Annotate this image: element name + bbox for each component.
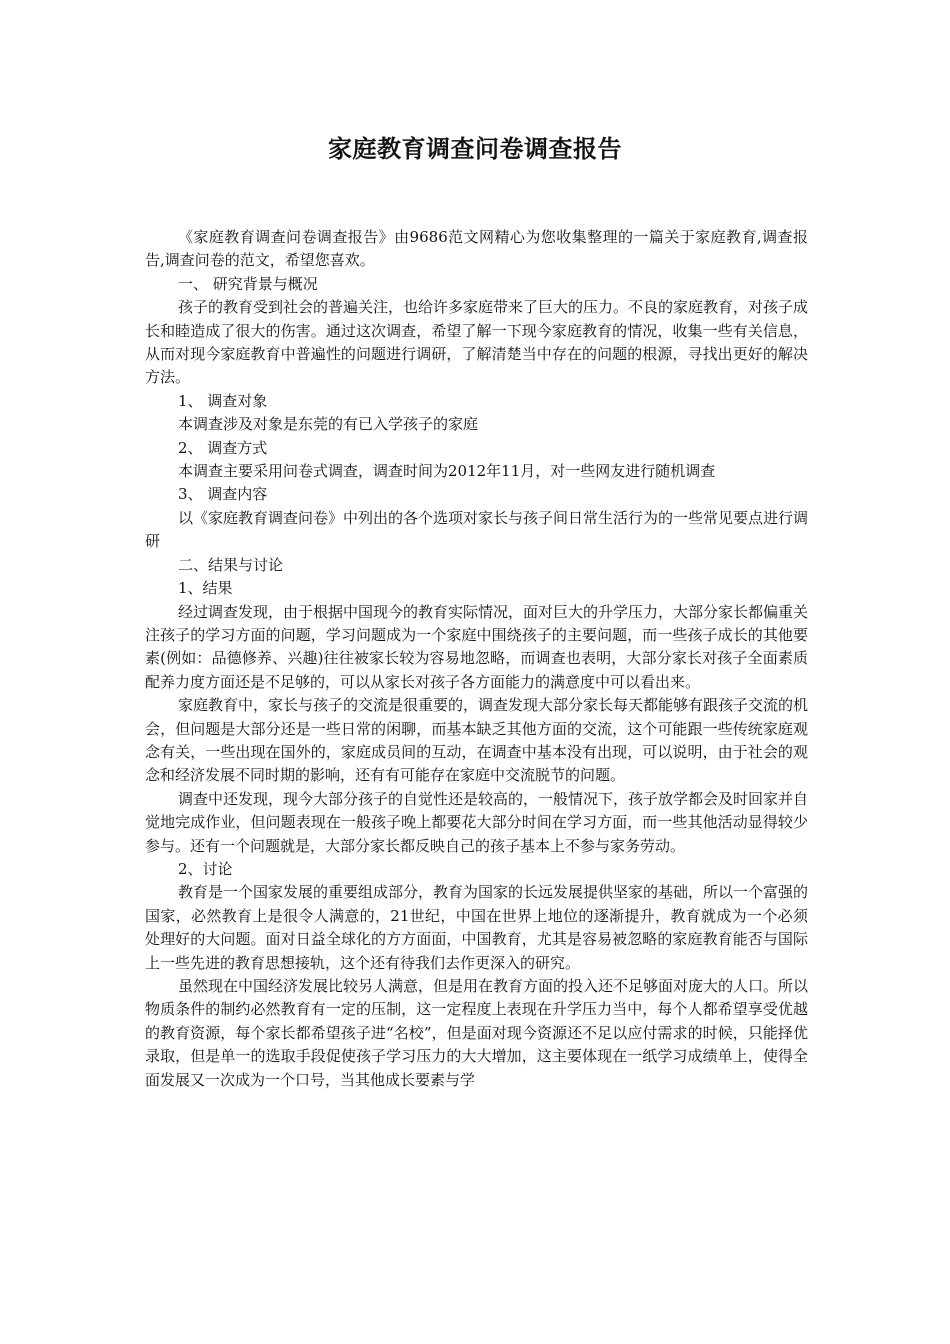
paragraph: 调查中还发现，现今大部分孩子的自觉性还是较高的，一般情况下，孩子放学都会及时回家并自觉地完成作业，但问题表现在一般孩子晚上都要花大部分时间在学习方面，而一些其他活动显得较少参与。还有一个问题就是，大部分家长都反映自己的孩子基本上不参与家务劳动。 — [145, 789, 809, 855]
paragraph: 以《家庭教育调查问卷》中列出的各个选项对家长与孩子间日常生活行为的一些常见要点进行调研 — [145, 508, 809, 551]
paragraph: 教育是一个国家发展的重要组成部分，教育为国家的长远发展提供坚家的基础，所以一个富强的国家，必然教育上是很令人满意的，21世纪，中国在世界上地位的逐渐提升，教育就成为一个必须处理好的大问题。面对日益全球化的方方面面，中国教育，尤其是容易被忽略的家庭教育能否与国际上一些先进的教育思想接轨，这个还有待我们去作更深入的研究。 — [145, 883, 809, 972]
subsection-heading: 2、 调查方式 — [178, 438, 268, 457]
paragraph: 本调查涉及对象是东莞的有已入学孩子的家庭 — [178, 415, 479, 434]
paragraph: 经过调查发现，由于根据中国现今的教育实际情况，面对巨大的升学压力，大部分家长都偏重关注孩子的学习方面的问题，学习问题成为一个家庭中围绕孩子的主要问题，而一些孩子成长的其他要素(例如：品德修养、兴趣)往往被家长较为容易地忽略，而调查也表明，大部分家长对孩子全面素质配养力度方面还是不足够的，可以从家长对孩子各方面能力的满意度中可以看出来。 — [145, 602, 809, 691]
intro-paragraph: 《家庭教育调查问卷调查报告》由9686范文网精心为您收集整理的一篇关于家庭教育,调查报告,调查问卷的范文，希望您喜欢。 — [145, 228, 808, 270]
subsection-heading: 3、 调查内容 — [178, 485, 268, 504]
subsection-heading: 1、 调查对象 — [178, 391, 268, 410]
section-heading: 二、结果与讨论 — [178, 555, 284, 574]
paragraph: 家庭教育中，家长与孩子的交流是很重要的，调查发现大部分家长每天都能够有跟孩子交流的机会，但问题是大部分还是一些日常的闲聊，而基本缺乏其他方面的交流，这个可能跟一些传统家庭观念有关，一些出现在国外的，家庭成员间的互动，在调查中基本没有出现，可以说明，由于社会的观念和经济发展不同时期的影响，还有有可能存在家庭中交流脱节的问题。 — [145, 696, 809, 785]
subsection-heading: 2、讨论 — [178, 859, 233, 878]
paragraph: 虽然现在中国经济发展比较另人满意，但是用在教育方面的投入还不足够面对庞大的人口。所以物质条件的制约必然教育有一定的压制，这一定程度上表现在升学压力当中，每个人都希望享受优越的教育资源，每个家长都希望孩子进“名校”，但是面对现今资源还不足以应付需求的时候，只能择优录取，但是单一的选取手段促使孩子学习压力的大大增加，这主要体现在一纸学习成绩单上，使得全面发展又一次成为一个口号，当其他成长要素与学 — [145, 977, 809, 1089]
section-heading: 一、 研究背景与概况 — [178, 274, 318, 293]
document-body — [145, 226, 808, 1092]
paragraph: 孩子的教育受到社会的普遍关注，也给许多家庭带来了巨大的压力。不良的家庭教育，对孩子成长和睦造成了很大的伤害。通过这次调查，希望了解一下现今家庭教育的情况，收集一些有关信息，从而对现今家庭教育中普遍性的问题进行调研，了解清楚当中存在的问题的根源，寻找出更好的解决方法。 — [145, 298, 809, 387]
subsection-heading: 1、结果 — [178, 579, 233, 598]
document-title: 家庭教育调查问卷调查报告 — [328, 134, 622, 163]
paragraph: 本调查主要采用问卷式调查，调查时间为2012年11月，对一些网友进行随机调查 — [178, 462, 716, 481]
